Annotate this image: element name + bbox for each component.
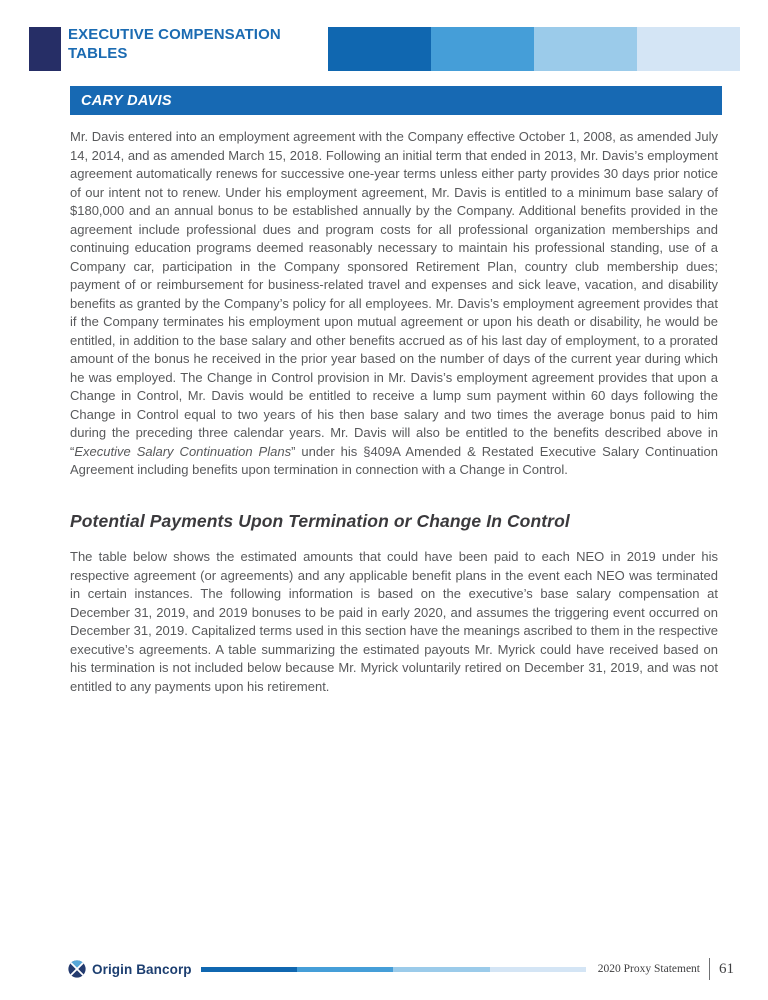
employment-agreement-paragraph — [70, 128, 718, 480]
page-number: 61 — [719, 960, 734, 977]
gradient-segment-3 — [534, 27, 637, 71]
brand-name: Origin Bancorp — [92, 961, 192, 977]
footer-doc-label: 2020 Proxy Statement — [597, 963, 700, 975]
employment-agreement-text-after-italic: ” under his §409A Amended & Restated Executive Salary Continuation Agreement including benefits upon termination in connection with a Change in Control. — [70, 443, 719, 477]
origin-bancorp-compass-icon — [68, 960, 86, 978]
footer-gradient-segment-2 — [297, 967, 393, 972]
page-title-line-2: TABLES — [68, 45, 128, 62]
gradient-segment-4 — [637, 27, 740, 71]
employment-agreement-text-before-italic: Mr. Davis entered into an employment agreement with the Company effective October 1, 2008, as amended July 14, 2014, and as amended March 15, 2018. Following an initial term that ended in 2013, Mr. Davis’s employment agreement automatically renews for successive one-year terms unless either party provides 30 days prior notice of our intent not to renew. Under his employment agreement, Mr. Davis is entitled to a minimum base salary of $180,000 and an annual bonus to be established annually by the Company. Additional benefits provided in the agreement include professional dues and program costs for all professional organization memberships and continuing education programs deemed reasonably necessary to maintain his professional standing, use of a Company car, participation in the Company sponsored Retirement Plan, country club membership dues; payment of or reimbursement for business-related travel and expenses and sick leave, vacation, and disability benefits as granted by the Company’s policy for all employees. Mr. Davis’s employment agreement provides that if the Company terminates his employment upon mutual agreement or upon his death or disability, he would be entitled, in addition to the base salary and other benefits accrued as of his last day of employment, to a prorated amount of the bonus he received in the prior year based on the number of days of the current year during which he was employed. The Change in Control provision in Mr. Davis’s employment agreement provides that upon a Change in Control, Mr. Davis would be entitled to receive a lump sum payment within 60 days following the Change in Control equal to two years of his then base salary and two times the average bonus paid to him during the preceding three calendar years. Mr. Davis will also be entitled to the benefits described above in “ — [70, 129, 718, 459]
page-title-line-1: EXECUTIVE COMPENSATION — [68, 26, 281, 43]
footer-divider — [709, 958, 710, 980]
page-title — [68, 25, 281, 63]
footer-gradient-segment-4 — [490, 967, 586, 972]
footer-gradient-bar — [201, 967, 586, 972]
executive-salary-continuation-plans-italic: Executive Salary Continuation Plans — [74, 443, 292, 459]
footer-gradient-segment-1 — [201, 967, 297, 972]
footer-gradient-segment-3 — [393, 967, 489, 972]
termination-payments-paragraph: The table below shows the estimated amounts that could have been paid to each NEO in 2019 under his respective agreement (or agreements) and any applicable benefit plans in the event each NEO was terminated in certain instances. The following information is based on the executive’s base salary compensation at December 31, 2019, and 2019 bonuses to be paid in early 2020, and assumes the triggering event occurred on December 31, 2019. Capitalized terms used in this section have the meanings ascribed to them in the respective executive’s agreements. A table summarizing the estimated payouts Mr. Myrick could have received based on his termination is not included below because Mr. Myrick voluntarily retired on December 31, 2019, and was not entitled to any payments upon his retirement. — [70, 549, 718, 694]
header-gradient-bar — [328, 27, 740, 71]
gradient-segment-1 — [328, 27, 431, 71]
cary-davis-banner-label: CARY DAVIS — [81, 92, 172, 109]
cary-davis-banner — [70, 86, 722, 115]
section-marker-square — [29, 27, 61, 71]
gradient-segment-2 — [431, 27, 534, 71]
page-footer — [68, 956, 734, 982]
potential-payments-heading: Potential Payments Upon Termination or Change In Control — [70, 511, 570, 531]
